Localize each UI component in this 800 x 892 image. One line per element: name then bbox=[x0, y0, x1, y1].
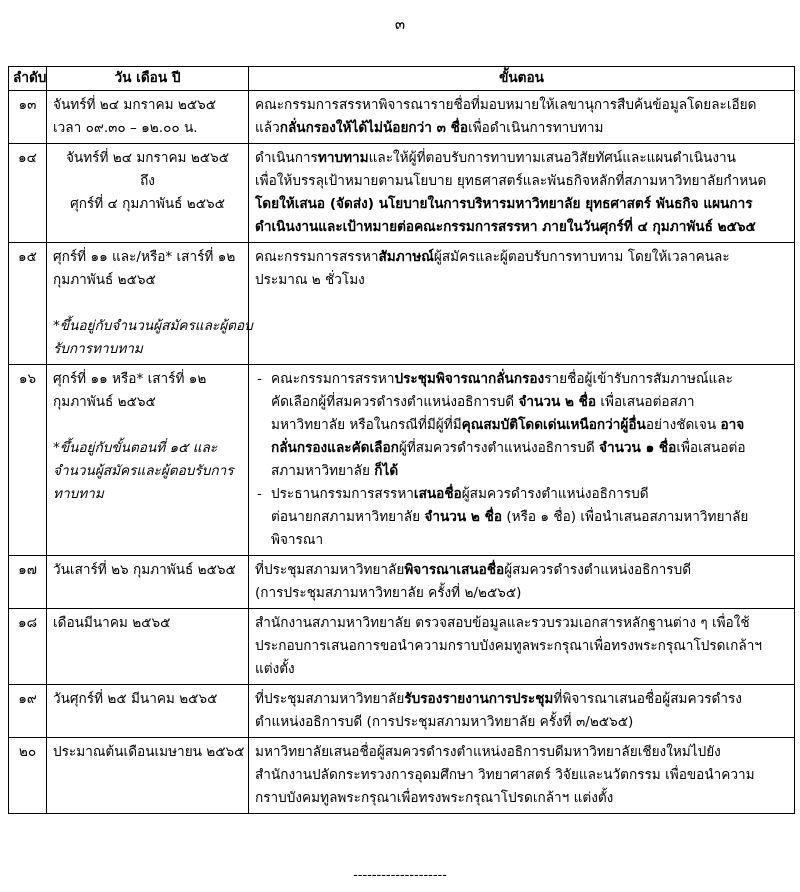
row-note: *ขึ้นอยู่กับขั้นตอนที่ ๑๕ และ bbox=[53, 440, 218, 456]
row-note: *ขึ้นอยู่กับจำนวนผู้สมัครและผู้ตอบ bbox=[53, 318, 253, 334]
step-bullet: - ประธานกรรมการสรรหาเสนอชื่อผู้สมควรดำรงตำแหน่งอธิการบดี ต่อนายกสภามหาวิทยาลัย จำนวน ๒ ชื่อ (หรือ ๑ ชื่อ) เพื่อนำเสนอสภามหาวิทยาลัย พิจารณา bbox=[255, 483, 788, 552]
row-number: ๑๙ bbox=[9, 685, 47, 738]
table-row bbox=[9, 91, 795, 144]
row-date: วันเสาร์ที่ ๒๖ กุมภาพันธ์ ๒๕๖๕ bbox=[47, 556, 249, 609]
row-step: ดำเนินการทาบทามและให้ผู้ที่ตอบรับการทาบทามเสนอวิสัยทัศน์และแผนดำเนินงาน เพื่อให้บรรลุเป้าหมายตามนโยบาย ยุทธศาสตร์และพันธกิจหลักที่สภามหาวิทยาลัยกำหนด โดยให้เสนอ (จัดส่ง) นโยบายในการบริหารมหาวิทยาลัย ยุทธศาสตร์ พันธกิจ แผนการ ดำเนินงานและเป้าหมายต่อคณะกรรมการสรรหา ภายในวันศุกร์ที่ ๔ กุมภาพันธ์ ๒๕๖๕ bbox=[249, 144, 795, 243]
row-step: ที่ประชุมสภามหาวิทยาลัยพิจารณาเสนอชื่อผู้สมควรดำรงตำแหน่งอธิการบดี (การประชุมสภามหาวิทยาลัย ครั้งที่ ๒/๒๕๖๕) bbox=[249, 556, 795, 609]
header-step: ขั้นตอน bbox=[249, 67, 795, 91]
header-date: วัน เดือน ปี bbox=[47, 67, 249, 91]
table-row bbox=[9, 365, 795, 556]
row-date: ประมาณต้นเดือนเมษายน ๒๕๖๕ bbox=[47, 738, 249, 814]
row-number: ๑๕ bbox=[9, 243, 47, 365]
row-number: ๑๔ bbox=[9, 144, 47, 243]
table-header-row bbox=[9, 67, 795, 91]
table-row bbox=[9, 738, 795, 814]
row-date: จันทร์ที่ ๒๔ มกราคม ๒๕๖๕ ถึง ศุกร์ที่ ๔ กุมภาพันธ์ ๒๕๖๕ bbox=[47, 144, 249, 243]
schedule-table bbox=[8, 66, 795, 814]
row-date: จันทร์ที่ ๒๔ มกราคม ๒๕๖๕ เวลา ๐๙.๓๐ – ๑๒.๐๐ น. bbox=[47, 91, 249, 144]
row-date: ศุกร์ที่ ๑๑ หรือ* เสาร์ที่ ๑๒ กุมภาพันธ์ ๒๕๖๕ *ขึ้นอยู่กับขั้นตอนที่ ๑๕ และ จำนวนผู้สมัครและผู้ตอบรับการ ทาบทาม bbox=[47, 365, 249, 556]
row-step: ที่ประชุมสภามหาวิทยาลัยรับรองรายงานการประชุมที่พิจารณาเสนอชื่อผู้สมควรดำรง ตำแหน่งอธิการบดี (การประชุมสภามหาวิทยาลัย ครั้งที่ ๓/๒๕๖๕) bbox=[249, 685, 795, 738]
page-number: ๓ bbox=[394, 15, 406, 33]
row-date: ศุกร์ที่ ๑๑ และ/หรือ* เสาร์ที่ ๑๒ กุมภาพันธ์ ๒๕๖๕ *ขึ้นอยู่กับจำนวนผู้สมัครและผู้ตอบ รับการทาบทาม bbox=[47, 243, 249, 365]
step-bullet: - คณะกรรมการสรรหาประชุมพิจารณากลั่นกรองรายชื่อผู้เข้ารับการสัมภาษณ์และ คัดเลือกผู้ที่สมควรดำรงตำแหน่งอธิการบดี จำนวน ๒ ชื่อ เพื่อเสนอต่อสภา มหาวิทยาลัย หรือในกรณีที่มีผู้ที่มีคุณสมบัติโดดเด่นเหนือกว่าผู้อื่นอย่างชัดเจน อาจ กลั่นกรองและคัดเลือกผู้ที่สมควรดำรงตำแหน่งอธิการบดี จำนวน ๑ ชื่อเพื่อเสนอต่อ สภามหาวิทยาลัย ก็ได้ bbox=[255, 368, 788, 483]
row-number: ๑๗ bbox=[9, 556, 47, 609]
header-no: ลำดับ bbox=[9, 67, 47, 91]
row-step: คณะกรรมการสรรหาพิจารณารายชื่อที่มอบหมายให้เลขานุการสืบค้นข้อมูลโดยละเอียด แล้วกลั่นกรองให้ได้ไม่น้อยกว่า ๓ ชื่อเพื่อดำเนินการทาบทาม bbox=[249, 91, 795, 144]
table-row bbox=[9, 685, 795, 738]
row-number: ๑๖ bbox=[9, 365, 47, 556]
table-row bbox=[9, 243, 795, 365]
row-date: เดือนมีนาคม ๒๕๖๕ bbox=[47, 609, 249, 685]
table-row bbox=[9, 609, 795, 685]
row-step: สำนักงานสภามหาวิทยาลัย ตรวจสอบข้อมูลและรวบรวมเอกสารหลักฐานต่าง ๆ เพื่อใช้ ประกอบการเสนอการขอนำความกราบบังคมทูลพระกรุณาเพื่อทรงพระกรุณาโปรดเกล้าฯ แต่งตั้ง bbox=[249, 609, 795, 685]
row-date: วันศุกร์ที่ ๒๕ มีนาคม ๒๕๖๕ bbox=[47, 685, 249, 738]
row-step bbox=[249, 365, 795, 556]
table-row bbox=[9, 144, 795, 243]
row-step: คณะกรรมการสรรหาสัมภาษณ์ผู้สมัครและผู้ตอบรับการทาบทาม โดยให้เวลาคนละ ประมาณ ๒ ชั่วโมง bbox=[249, 243, 795, 365]
row-step: มหาวิทยาลัยเสนอชื่อผู้สมควรดำรงตำแหน่งอธิการบดีมหาวิทยาลัยเชียงใหม่ไปยัง สำนักงานปลัดกระทรวงการอุดมศึกษา วิทยาศาสตร์ วิจัยและนวัตกรรม เพื่อขอนำความ กราบบังคมทูลพระกรุณาเพื่อทรงพระกรุณาโปรดเกล้าฯ แต่งตั้ง bbox=[249, 738, 795, 814]
step-bullet-list bbox=[255, 368, 788, 552]
table-row bbox=[9, 556, 795, 609]
row-number: ๒๐ bbox=[9, 738, 47, 814]
row-number: ๑๓ bbox=[9, 91, 47, 144]
end-of-document-line: -------------------- bbox=[353, 868, 447, 883]
row-number: ๑๘ bbox=[9, 609, 47, 685]
